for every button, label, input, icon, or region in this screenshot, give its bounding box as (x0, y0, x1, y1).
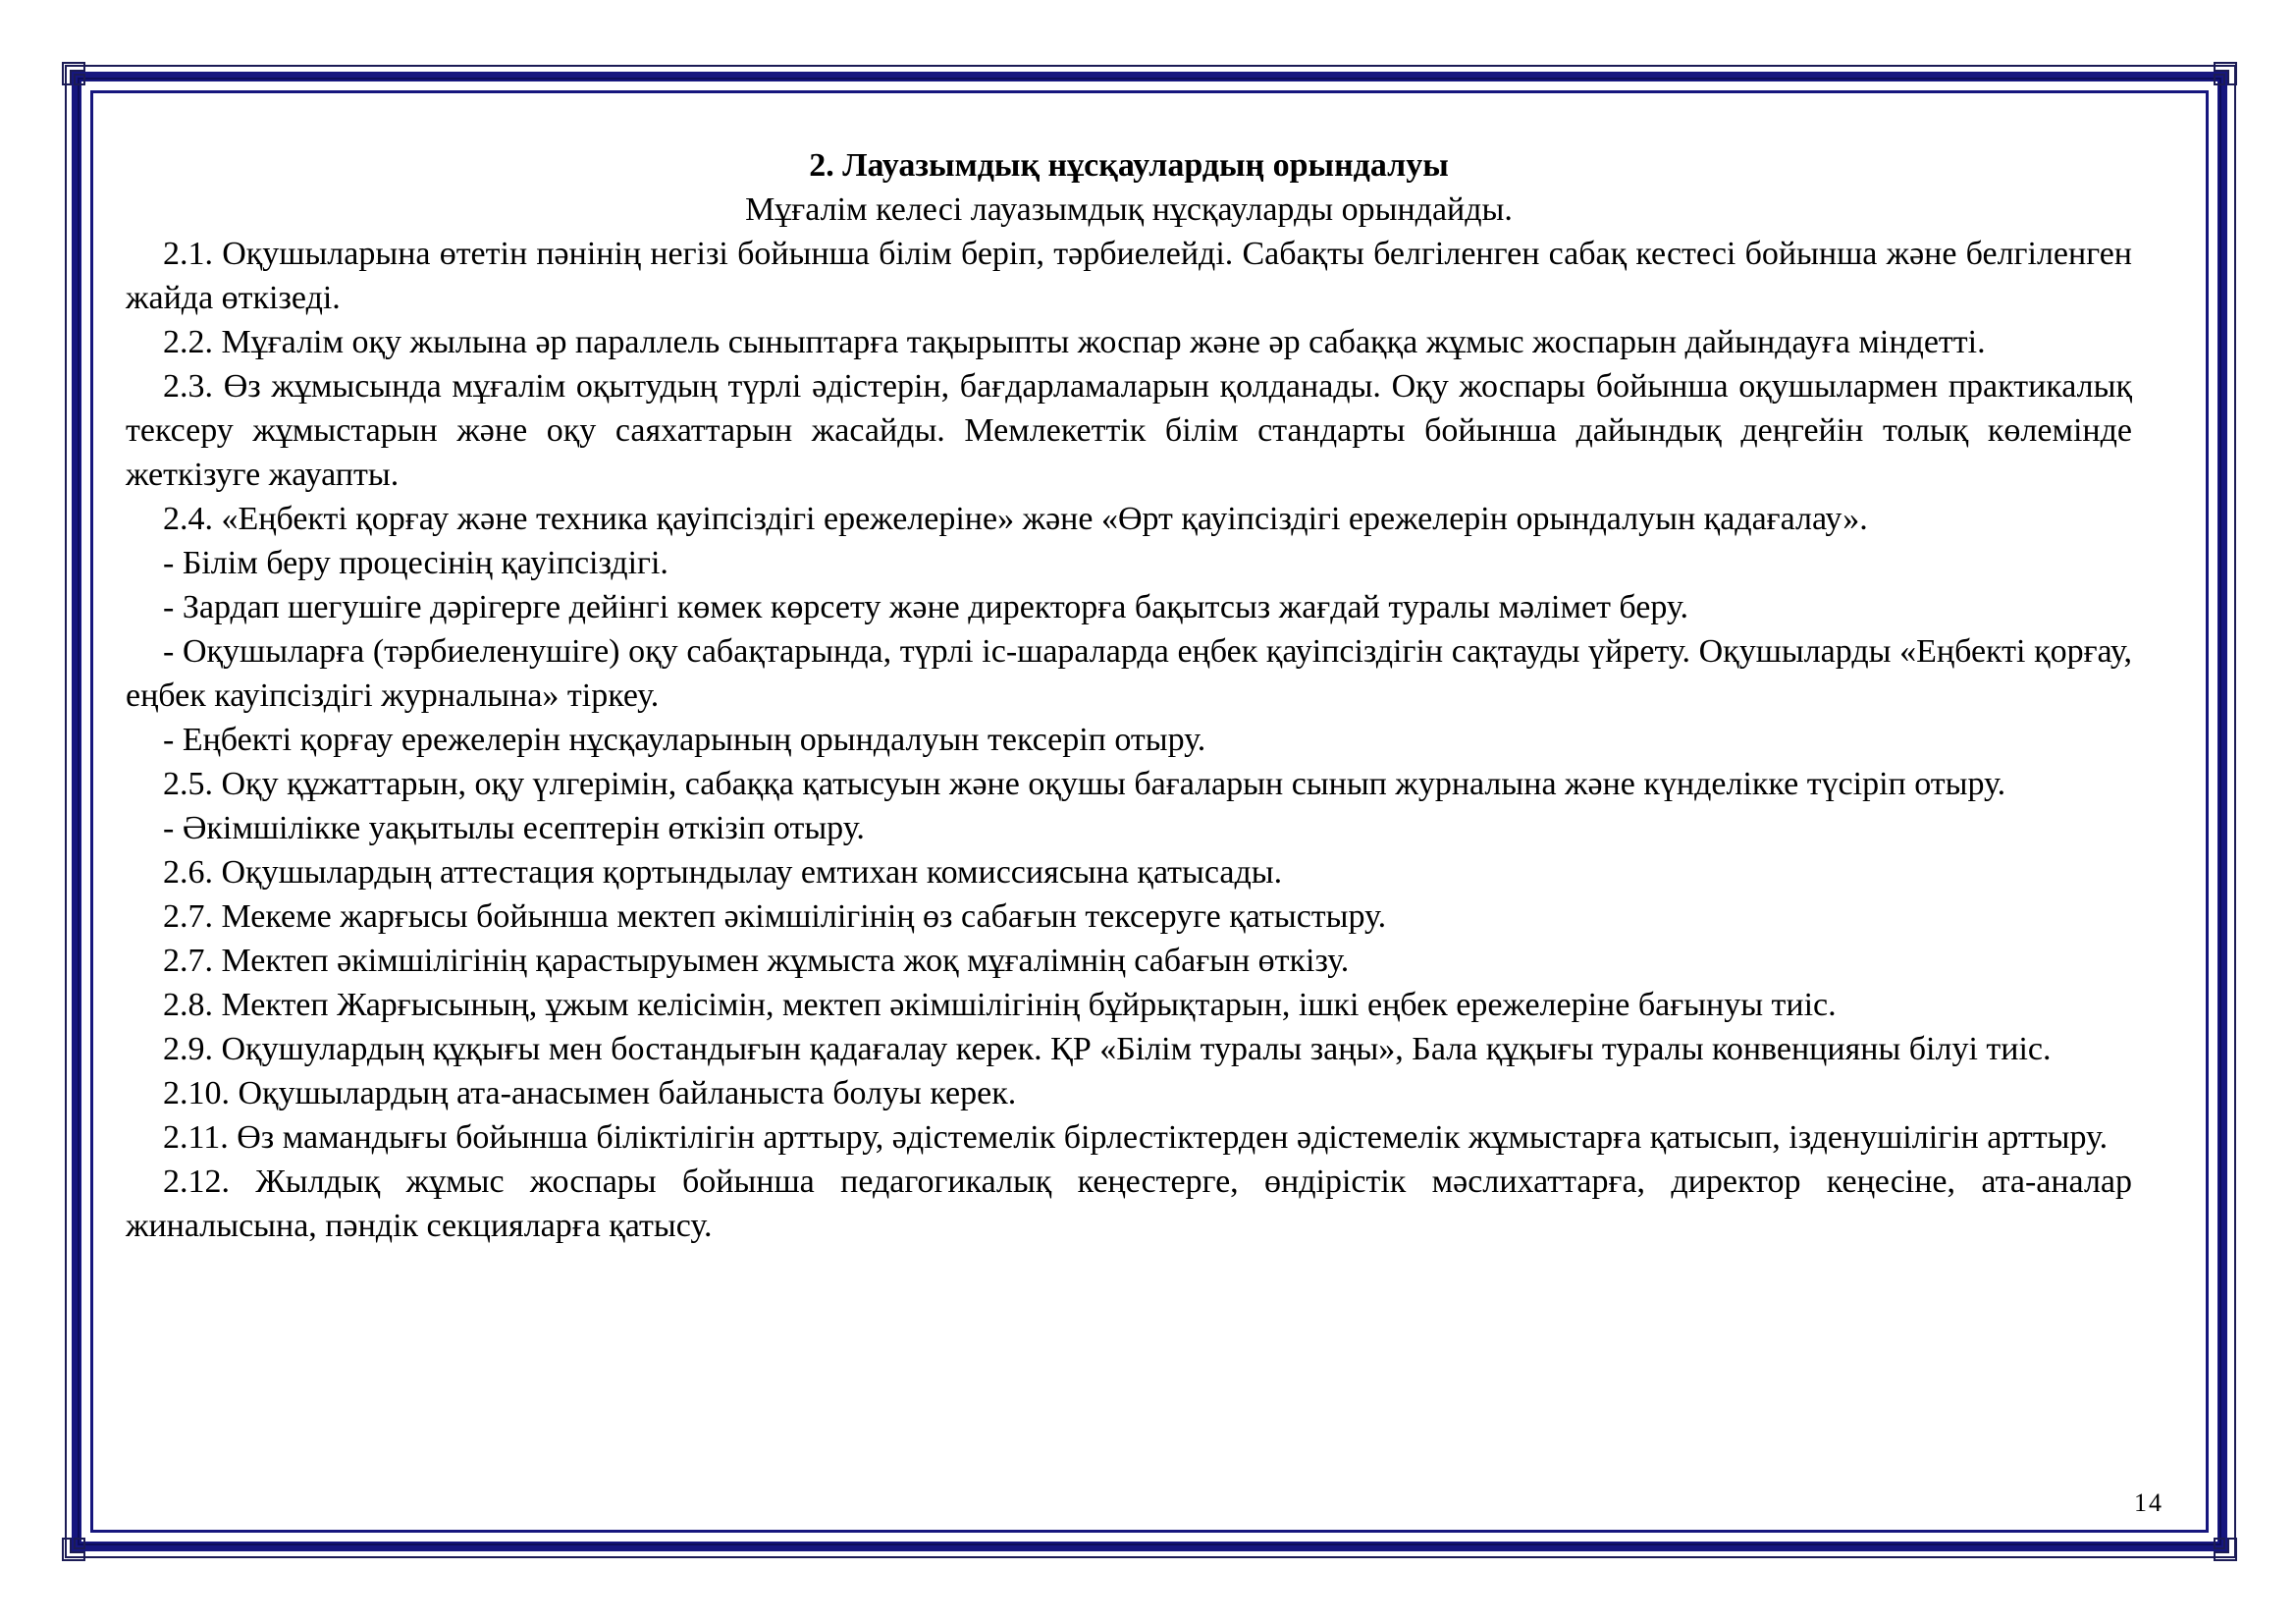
paragraph: 2.1. Оқушыларына өтетін пәнінің негізі бойынша білім беріп, тәрбиелейді. Сабақты белгіленген сабақ кестесі бойынша және белгіленген жайда өткізеді. (126, 236, 2132, 316)
paragraph: - Әкімшілікке уақытылы есептерін өткізіп отыру. (163, 810, 865, 846)
page-number: 14 (2134, 1489, 2163, 1517)
paragraph: - Білім беру процесінің қауіпсіздігі. (163, 545, 668, 581)
paragraph: 2.11. Өз мамандығы бойынша біліктілігін арттыру, әдістемелік бірлестіктерден әдістемелік жұмыстарға қатысып, ізденушілігін арттыру. (163, 1119, 2109, 1156)
corner-ornament-bottom-right (2205, 1529, 2238, 1562)
corner-ornament-top-right (2205, 61, 2238, 94)
paragraph: - Еңбекті қорғау ережелерін нұсқауларының орындалуын тексеріп отыру. (163, 722, 1206, 758)
paragraph: 2.8. Мектеп Жарғысының, ұжым келісімін, мектеп әкімшілігінің бұйрықтарын, ішкі еңбек ережелеріне бағынуы тиіс. (163, 987, 1837, 1023)
document-body (126, 143, 2132, 1248)
paragraph: 2.6. Оқушылардың аттестация қортындылау емтихан комиссиясына қатысады. (163, 854, 1283, 891)
paragraph: 2.10. Оқушылардың ата-анасымен байланыста болуы керек. (163, 1075, 1017, 1111)
paragraph: 2.7. Мекеме жарғысы бойынша мектеп әкімшілігінің өз сабағын тексеруге қатыстыру. (163, 898, 1387, 935)
paragraph: - Оқушыларға (тәрбиеленушіге) оқу сабақтарында, түрлі іс-шараларда еңбек қауіпсіздігін сақтауды үйрету. Оқушыларды «Еңбекті қорғау, еңбек кауіпсіздігі журналына» тіркеу. (126, 633, 2132, 714)
paragraph: - Зардап шегушіге дәрігерге дейінгі көмек көрсету және директорға бақытсыз жағдай туралы мәлімет беру. (163, 589, 1689, 625)
paragraph: 2.9. Оқушулардың құқығы мен бостандығын қадағалау керек. ҚР «Білім туралы заңы», Бала құқығы туралы конвенцияны білуі тиіс. (163, 1031, 2052, 1067)
corner-ornament-top-left (61, 61, 94, 94)
section-title: 2. Лауазымдық нұсқаулардың орындалуы (809, 147, 1449, 184)
corner-ornament-bottom-left (61, 1529, 94, 1562)
paragraph: 2.5. Оқу құжаттарын, оқу үлгерімін, сабаққа қатысуын және оқушы бағаларын сынып журналына және күнделікке түсіріп отыру. (163, 766, 2006, 802)
paragraph: 2.7. Мектеп әкімшілігінің қарастыруымен жұмыста жоқ мұғалімнің сабағын өткізу. (163, 943, 1350, 979)
paragraph: 2.2. Мұғалім оқу жылына әр параллель сыныптарға тақырыпты жоспар және әр сабаққа жұмыс жоспарын дайындауға міндетті. (163, 324, 1986, 360)
paragraph: 2.3. Өз жұмысында мұғалім оқытудың түрлі әдістерін, бағдарламаларын қолданады. Оқу жоспары бойынша оқушылармен практикалық тексеру жұмыстарын және оқу саяхаттарын жасайды. Мемлекеттік білім стандарты бойынша дайындық деңгейін толық көлемінде жеткізуге жауапты. (126, 368, 2132, 493)
section-subtitle: Мұғалім келесі лауазымдық нұсқауларды орындайды. (745, 191, 1513, 228)
paragraph: 2.4. «Еңбекті қорғау және техника қауіпсіздігі ережелеріне» және «Өрт қауіпсіздігі ережелерін орындалуын қадағалау». (163, 501, 1868, 537)
paragraph: 2.12. Жылдық жұмыс жоспары бойынша педагогикалық кеңестерге, өндірістік мәслихаттарға, директор кеңесіне, ата-аналар жиналысына, пәндік секцияларға қатысу. (126, 1164, 2132, 1244)
